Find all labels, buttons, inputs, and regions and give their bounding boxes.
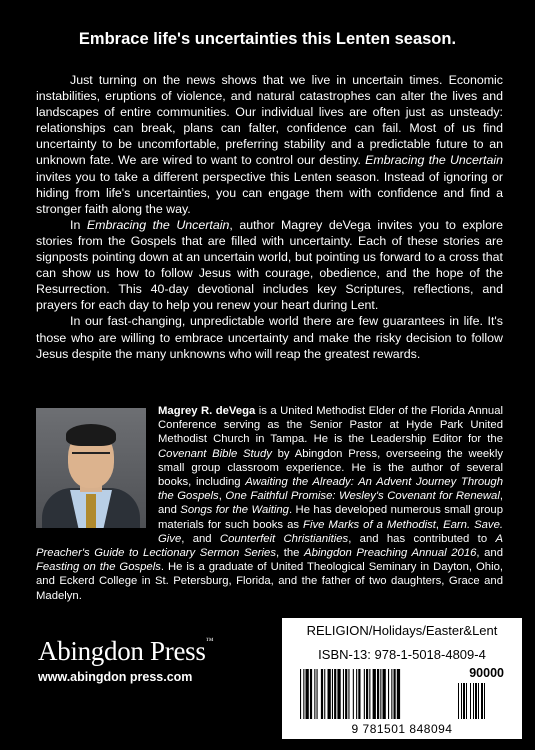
book-title: Embracing the Uncertain <box>365 153 503 168</box>
publisher-website: www.abingdon press.com <box>38 670 193 684</box>
category-label: RELIGION/Holidays/Easter&Lent <box>306 623 498 638</box>
isbn-label: ISBN-13: 978-1-5018-4809-4 <box>318 647 486 662</box>
description-paragraph-1: Just turning on the news shows that we live in uncertain times. Economic instabilities, eruptions of violence, and natural catastrophes can alter the lives and landscapes of entire communities. Our individual lives are often just as unsteady: relationships can break, plans can falter, confidence can fail. Most of us find uncertainty to be uncomfortable, preferring stability and a predictable future to an unknown fate. We are wired to want to control our destiny. Embracing the Uncertain invites you to take a different perspective this Lenten season. Instead of ignoring or hiding from life's uncertainties, you can engage them with confidence and find a stronger faith along the way. <box>36 73 503 216</box>
barcode-panel <box>282 618 522 739</box>
publisher-logo: Abingdon Press™ <box>38 636 214 666</box>
author-photo <box>36 408 146 528</box>
price-code: 90000 <box>469 666 504 680</box>
back-cover-headline: Embrace life's uncertainties this Lenten season. <box>78 30 457 48</box>
barcode-digits: 9 781501 848094 <box>351 722 453 736</box>
description-paragraph-3: In our fast-changing, unpredictable world there are few guarantees in life. It's those who are willing to embrace uncertainty and make the risky decision to follow Jesus despite the many unknowns who will reap the greatest rewards. <box>36 314 503 361</box>
description-paragraph-2: In Embracing the Uncertain, author Magrey deVega invites you to explore stories from the Gospels that are filled with uncertainty. Each of these stories are signposts pointing down at an uncertain world, but pointing us forward to a cross that can show us how to follow Jesus with courage, obedience, and the hope of the Resurrection. This 40-day devotional includes key Scriptures, reflections, and prayers for each day to help you renew your heart during Lent. <box>36 217 503 313</box>
author-name: Magrey R. deVega <box>158 405 256 417</box>
description-text <box>36 72 503 362</box>
book-title: Embracing the Uncertain <box>86 217 230 232</box>
author-bio: Magrey R. deVega is a United Methodist Elder of the Florida Annual Conference serving as the Senior Pastor at Hyde Park United Methodist Church in Tampa. He is the Leadership Editor for the Covenant Bible Study by Abingdon Press, overseeing the weekly small group classroom experience. He is the author of several books, including Awaiting the Already: An Advent Journey Through the Gospels, One Faithful Promise: Wesley's Covenant for Renewal, and Songs for the Waiting. He has developed numerous small group materials for such books as Five Marks of a Methodist, Earn. Save. Give, and Counterfeit Christianities, and has contributed to A Preacher's Guide to Lectionary Sermon Series, the Abingdon Preaching Annual 2016, and Feasting on the Gospels. He is a graduate of United Theological Seminary in Dayton, Ohio, and Eckerd College in St. Petersburg, Florida, and the father of two daughters, Grace and Madelyn. <box>36 405 503 602</box>
